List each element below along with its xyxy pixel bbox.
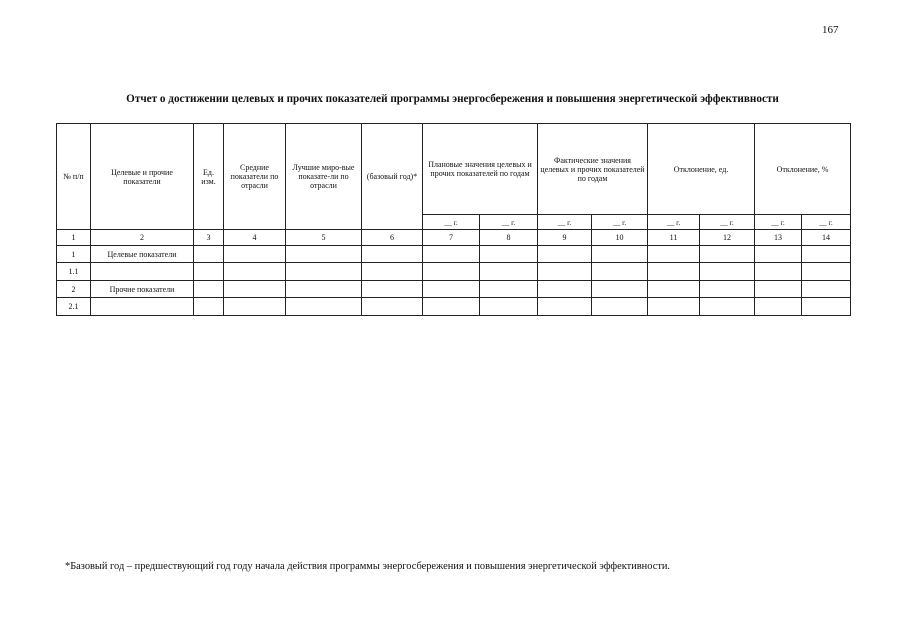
year-label: __ г. [480, 215, 538, 230]
year-label: __ г. [700, 215, 755, 230]
row-num: 1.1 [57, 263, 91, 281]
row-num: 2.1 [57, 298, 91, 316]
year-label: __ г. [538, 215, 592, 230]
header-planned: Плановые значения целевых и прочих показателей по годам [423, 124, 538, 215]
column-number: 6 [362, 230, 423, 246]
column-number: 1 [57, 230, 91, 246]
column-number: 11 [648, 230, 700, 246]
table-row [57, 246, 851, 263]
header-best-world: Лучшие миро-вые показате-ли по отрасли [286, 124, 362, 230]
document-title: Отчет о достижении целевых и прочих показателей программы энергосбережения и повышения энергетической эффективности [126, 93, 779, 105]
year-label: __ г. [648, 215, 700, 230]
header-num: № п/п [57, 124, 91, 230]
column-number: 9 [538, 230, 592, 246]
row-num: 2 [57, 281, 91, 298]
row-label [91, 298, 194, 316]
header-deviation-units: Отклонение, ед. [648, 124, 755, 215]
header-avg-industry: Средние показатели по отрасли [224, 124, 286, 230]
column-number: 10 [592, 230, 648, 246]
row-label [91, 263, 194, 281]
column-number: 3 [194, 230, 224, 246]
header-actual: Фактические значения целевых и прочих показателей по годам [538, 124, 648, 215]
column-number: 4 [224, 230, 286, 246]
header-indicators: Целевые и прочие показатели [91, 124, 194, 230]
report-table [56, 123, 851, 316]
header-unit: Ед. изм. [194, 124, 224, 230]
table-row [57, 263, 851, 281]
year-label: __ г. [592, 215, 648, 230]
column-number: 13 [755, 230, 802, 246]
table-row [57, 298, 851, 316]
year-label: __ г. [423, 215, 480, 230]
column-number: 2 [91, 230, 194, 246]
column-number: 12 [700, 230, 755, 246]
row-num: 1 [57, 246, 91, 263]
table-row [57, 281, 851, 298]
column-number: 5 [286, 230, 362, 246]
column-number: 14 [802, 230, 851, 246]
row-label: Прочие показатели [91, 281, 194, 298]
page-number: 167 [822, 24, 839, 36]
column-number: 8 [480, 230, 538, 246]
column-number: 7 [423, 230, 480, 246]
row-label: Целевые показатели [91, 246, 194, 263]
header-deviation-percent: Отклонение, % [755, 124, 851, 215]
footnote: *Базовый год – предшествующий год году начала действия программы энергосбережения и повышения энергетической эффективности. [65, 561, 671, 572]
year-label: __ г. [755, 215, 802, 230]
header-base-year: (базовый год)* [362, 124, 423, 230]
year-label: __ г. [802, 215, 851, 230]
